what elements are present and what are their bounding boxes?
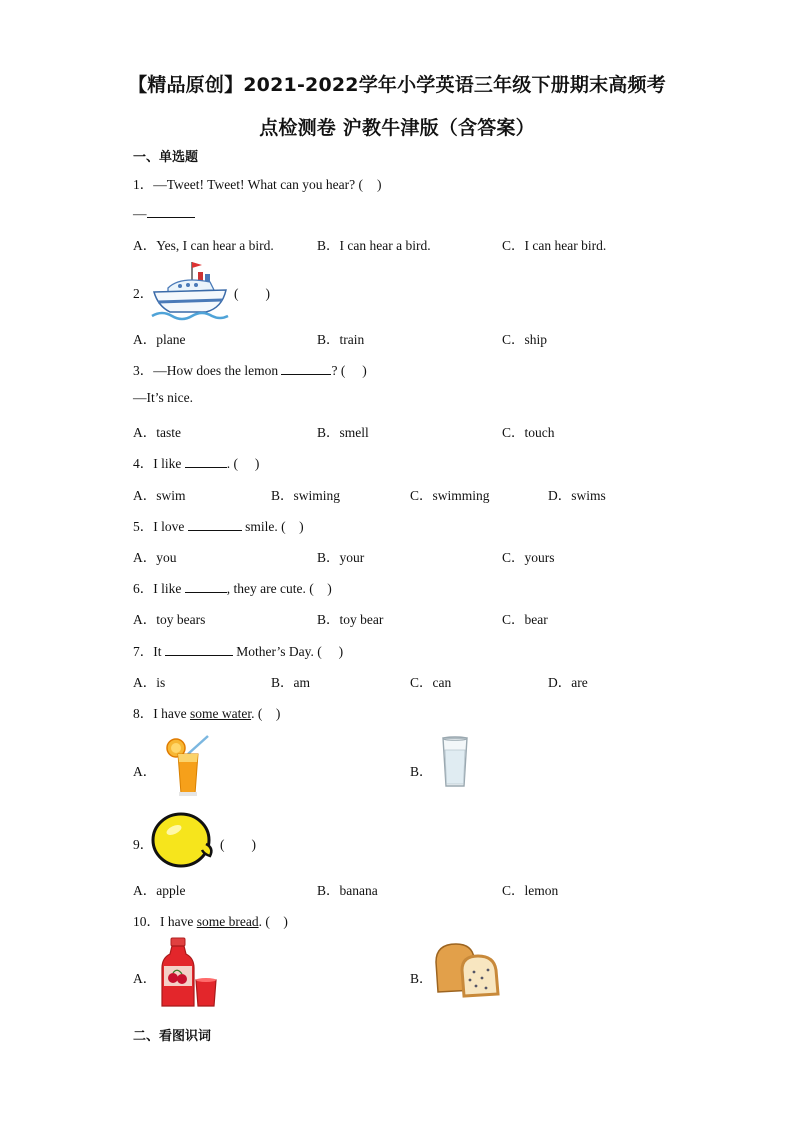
option-8a[interactable]: A．	[133, 764, 157, 779]
option-7a[interactable]: A．is	[133, 675, 166, 690]
question-6-blank[interactable]	[185, 580, 227, 593]
option-6c[interactable]: C．bear	[502, 612, 548, 627]
question-4	[133, 452, 259, 472]
option-9b[interactable]: B．banana	[317, 883, 378, 898]
option-1a[interactable]: A．Yes, I can hear a bird.	[133, 238, 274, 253]
option-1b[interactable]: B．I can hear a bird.	[317, 238, 431, 253]
option-5a[interactable]: A．you	[133, 550, 177, 565]
question-1-answer-line	[133, 205, 195, 222]
option-7d[interactable]: D．are	[548, 675, 588, 690]
question-4-text: 4．I like	[133, 456, 182, 471]
option-2c[interactable]: C．ship	[502, 332, 548, 347]
question-7-paren: Mother’s Day. ( )	[236, 644, 344, 659]
question-10-paren: . ( )	[258, 914, 288, 929]
option-3b[interactable]: B．smell	[317, 425, 369, 440]
question-3-text: 3．—How does the lemon	[133, 363, 279, 378]
question-5-text: 5．I love	[133, 519, 185, 534]
question-4-paren: . ( )	[226, 456, 260, 471]
option-10b[interactable]: B．	[410, 971, 433, 986]
question-2-number: 2．	[133, 286, 154, 301]
question-8	[133, 702, 280, 722]
question-5-blank[interactable]	[188, 518, 242, 531]
question-6	[133, 577, 332, 597]
ship-icon	[150, 258, 230, 322]
option-1c[interactable]: C．I can hear bird.	[502, 238, 607, 253]
question-9-paren: ( )	[220, 837, 256, 852]
question-2-paren: ( )	[234, 286, 270, 301]
option-7c[interactable]: C．can	[410, 675, 452, 690]
question-10-underlined: some bread	[196, 914, 259, 929]
option-6b[interactable]: B．toy bear	[317, 612, 384, 627]
question-8-paren: . ( )	[251, 706, 281, 721]
option-8b[interactable]: B．	[410, 764, 433, 779]
option-3a[interactable]: A．taste	[133, 425, 181, 440]
question-3-paren: ? ( )	[331, 363, 367, 378]
option-4b[interactable]: B．swiming	[271, 488, 341, 503]
option-7b[interactable]: B．am	[271, 675, 310, 690]
section-heading-picture-words: 二、看图识词	[133, 1029, 212, 1044]
question-5-paren: smile. ( )	[245, 519, 304, 534]
question-7	[133, 640, 343, 660]
question-1	[133, 173, 382, 193]
question-10-text: 10．I have	[133, 914, 197, 929]
option-5c[interactable]: C．yours	[502, 550, 555, 565]
question-8-text: 8．I have	[133, 706, 190, 721]
question-6-text: 6．I like	[133, 581, 182, 596]
question-7-blank[interactable]	[165, 643, 233, 656]
question-10	[133, 910, 288, 930]
question-6-paren: , they are cute. ( )	[226, 581, 332, 596]
option-4c[interactable]: C．swimming	[410, 488, 490, 503]
option-5b[interactable]: B．your	[317, 550, 365, 565]
question-1-text: 1．—Tweet! Tweet! What can you hear? (	[133, 177, 364, 192]
question-1-paren: )	[377, 177, 382, 192]
question-3-answer: —It’s nice.	[133, 390, 193, 405]
option-9a[interactable]: A．apple	[133, 883, 186, 898]
question-4-blank[interactable]	[185, 455, 227, 468]
orange-juice-icon[interactable]	[164, 734, 214, 798]
answer-dash: —	[133, 206, 147, 221]
question-9-number: 9．	[133, 837, 154, 852]
option-4a[interactable]: A．swim	[133, 488, 186, 503]
question-8-underlined: some water	[189, 706, 252, 721]
water-glass-icon[interactable]	[440, 736, 470, 790]
page-title-line1: 【精品原创】2021-2022学年小学英语三年级下册期末高频考	[128, 74, 666, 96]
option-2b[interactable]: B．train	[317, 332, 365, 347]
bread-icon[interactable]	[432, 940, 506, 1000]
option-3c[interactable]: C．touch	[502, 425, 555, 440]
section-heading-single-choice: 一、单选题	[133, 150, 199, 165]
answer-blank[interactable]	[147, 205, 195, 218]
lemon-icon	[150, 810, 216, 870]
option-4d[interactable]: D．swims	[548, 488, 606, 503]
question-3	[133, 359, 367, 379]
option-6a[interactable]: A．toy bears	[133, 612, 206, 627]
option-2a[interactable]: A．plane	[133, 332, 186, 347]
question-7-text: 7．It	[133, 644, 162, 659]
page-title-line2: 点检测卷 沪教牛津版（含答案）	[259, 117, 535, 139]
juice-bottle-icon[interactable]	[160, 936, 220, 1010]
option-10a[interactable]: A．	[133, 971, 157, 986]
question-3-blank[interactable]	[281, 362, 331, 375]
option-9c[interactable]: C．lemon	[502, 883, 559, 898]
question-5	[133, 515, 304, 535]
